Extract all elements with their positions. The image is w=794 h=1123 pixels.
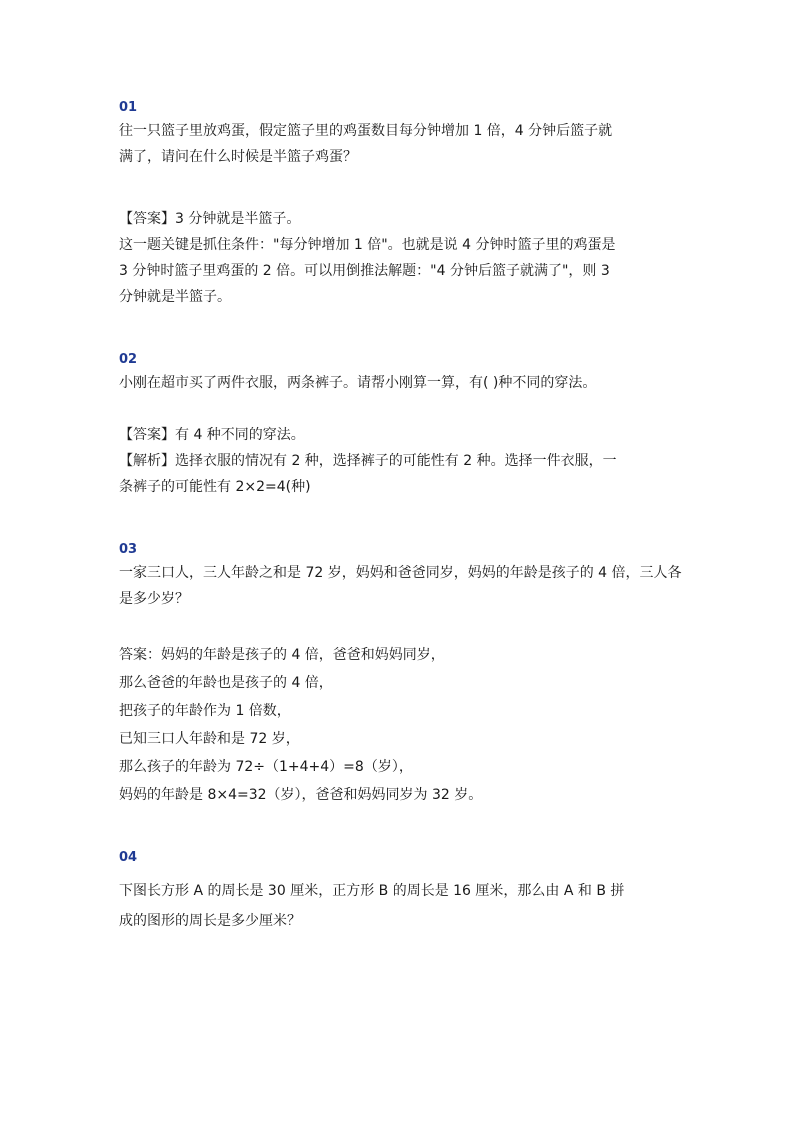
answer-text-line: 【答案】3 分钟就是半篮子。 xyxy=(119,211,301,227)
question-number: 02 xyxy=(119,352,138,367)
answer-text-line: 3 分钟时篮子里鸡蛋的 2 倍。可以用倒推法解题："4 分钟后篮子就满了"，则 3 xyxy=(119,263,610,279)
answer-text-line: 妈妈的年龄是 8×4=32（岁），爸爸和妈妈同岁为 32 岁。 xyxy=(119,787,483,803)
question-text-line: 一家三口人，三人年龄之和是 72 岁，妈妈和爸爸同岁，妈妈的年龄是孩子的 4 倍，三人各 xyxy=(119,565,682,581)
question-number: 03 xyxy=(119,542,138,557)
question-text-line: 下图长方形 A 的周长是 30 厘米，正方形 B 的周长是 16 厘米，那么由 A 和 B 拼 xyxy=(119,883,625,899)
question-text-line: 成的图形的周长是多少厘米？ xyxy=(119,913,301,929)
question-number: 04 xyxy=(119,850,138,865)
answer-text-line: 【答案】有 4 种不同的穿法。 xyxy=(119,427,305,443)
document-page xyxy=(119,98,682,934)
answer-text-line: 答案：妈妈的年龄是孩子的 4 倍，爸爸和妈妈同岁， xyxy=(119,647,445,663)
answer-text-line: 这一题关键是抓住条件："每分钟增加 1 倍"。也就是说 4 分钟时篮子里的鸡蛋是 xyxy=(119,237,616,253)
answer-text-line: 把孩子的年龄作为 1 倍数， xyxy=(119,703,291,719)
answer-text-line: 【解析】选择衣服的情况有 2 种，选择裤子的可能性有 2 种。选择一件衣服，一 xyxy=(119,453,617,469)
answer-text-line: 分钟就是半篮子。 xyxy=(119,289,231,305)
answer-text-line: 已知三口人年龄和是 72 岁， xyxy=(119,731,300,747)
answer-text-line: 条裤子的可能性有 2×2=4(种) xyxy=(119,479,311,495)
question-text-line: 往一只篮子里放鸡蛋，假定篮子里的鸡蛋数目每分钟增加 1 倍，4 分钟后篮子就 xyxy=(119,123,613,139)
answer-text-line: 那么爸爸的年龄也是孩子的 4 倍， xyxy=(119,675,333,691)
question-text-line: 满了，请问在什么时候是半篮子鸡蛋？ xyxy=(119,149,357,165)
answer-text-line: 那么孩子的年龄为 72÷（1+4+4）=8（岁）， xyxy=(119,759,413,775)
question-text-line: 是多少岁？ xyxy=(119,591,189,607)
question-text-line: 小刚在超市买了两件衣服，两条裤子。请帮小刚算一算，有( )种不同的穿法。 xyxy=(119,375,597,391)
question-number: 01 xyxy=(119,100,138,115)
